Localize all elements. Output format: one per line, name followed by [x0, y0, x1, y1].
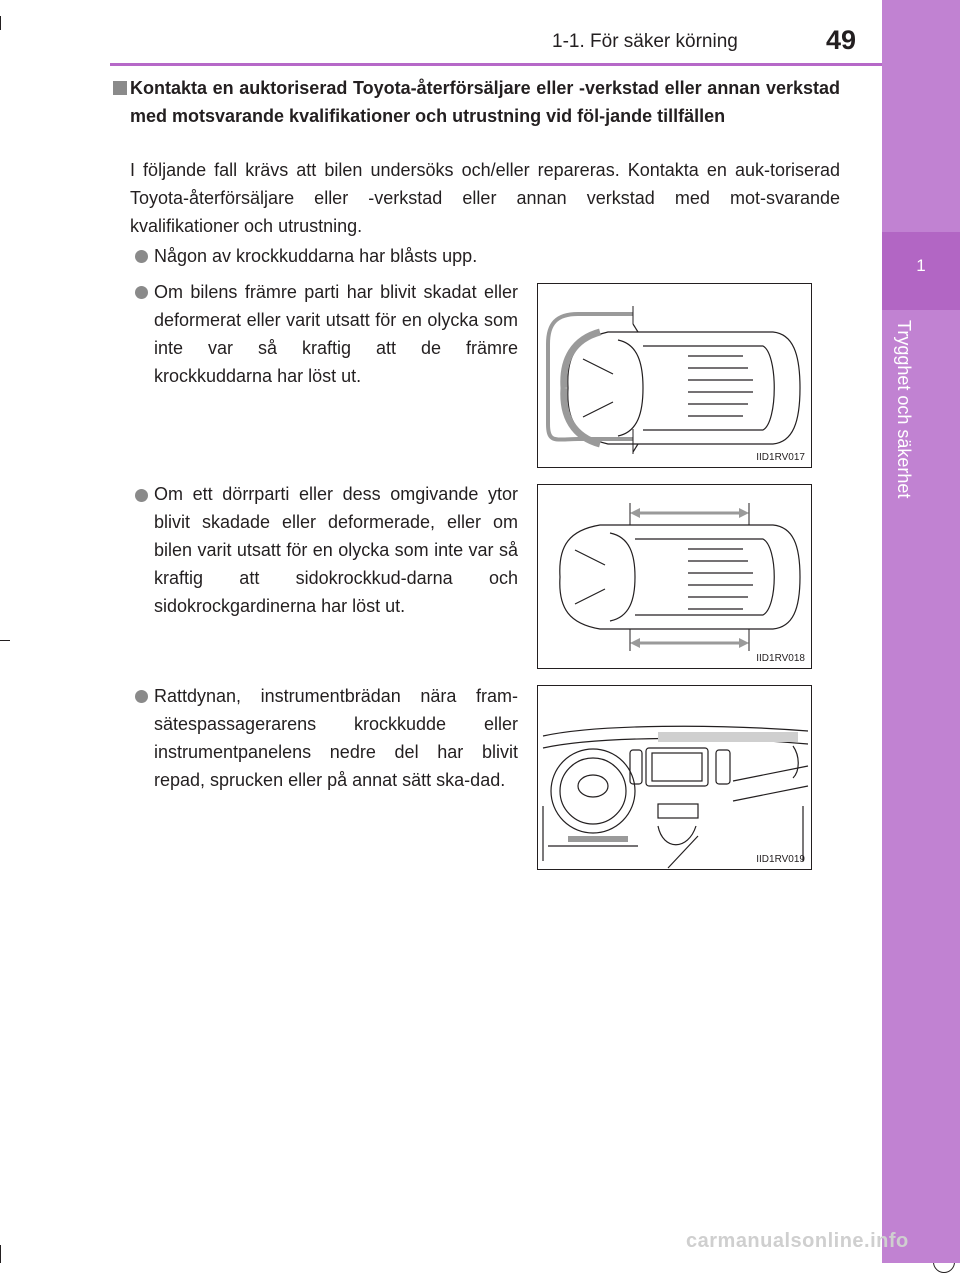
figure-dashboard-damage [537, 685, 812, 870]
section-title: 1-1. För säker körning [552, 31, 738, 52]
chapter-tab [882, 0, 960, 1263]
header-rule [110, 63, 882, 66]
figure-code: IID1RV017 [756, 452, 805, 463]
bullet-icon [135, 489, 148, 502]
intro-paragraph: I följande fall krävs att bilen undersöks och/eller repareras. Kontakta en auk-toriserad Toyota-återförsäljare eller -verkstad eller annan verkstad med mot-svarande kvalifikationer och utrustning. [130, 160, 840, 236]
section-heading: Kontakta en auktoriserad Toyota-återförsäljare eller -verkstad eller annan verkstad med motsvarande kvalifikationer och utrustning vid föl-jande tillfällen [130, 78, 840, 126]
bullet-icon [135, 250, 148, 263]
crop-mark [0, 640, 10, 641]
figure-side-damage [537, 484, 812, 669]
crop-mark [0, 1245, 1, 1263]
bullet-item: Om bilens främre parti har blivit skadat eller deformerat eller varit utsatt för en olycka som inte var så kraftig att de främre krockkuddarna har löst ut. [154, 282, 518, 386]
bullet-item: Någon av krockkuddarna har blåsts upp. [154, 246, 478, 266]
car-top-view-front-illustration [538, 284, 813, 469]
figure-code: IID1RV019 [756, 854, 805, 865]
bullet-item: Rattdynan, instrumentbrädan nära fram-sätespassagerarens krockkudde eller instrumentpanelens nedre del har blivit repad, sprucken eller på annat sätt ska-dad. [154, 686, 518, 790]
figure-code: IID1RV018 [756, 653, 805, 664]
figure-front-damage [537, 283, 812, 468]
heading-square-marker [113, 81, 127, 95]
page-number: 49 [826, 25, 857, 55]
car-top-view-side-illustration [538, 485, 813, 670]
footer-watermark: carmanualsonline.info [686, 1230, 909, 1252]
dashboard-illustration [538, 686, 813, 871]
chapter-title: Trygghet och säkerhet [894, 320, 914, 499]
bullet-icon [135, 690, 148, 703]
bullet-icon [135, 286, 148, 299]
bullet-item: Om ett dörrparti eller dess omgivande ytor blivit skadade eller deformerade, eller om bilen varit utsatt för en olycka som inte var så kraftig att sidokrockkud-darna och sidokrockgardinerna har löst ut. [154, 484, 518, 616]
chapter-number: 1 [916, 256, 926, 275]
crop-mark [0, 16, 1, 30]
